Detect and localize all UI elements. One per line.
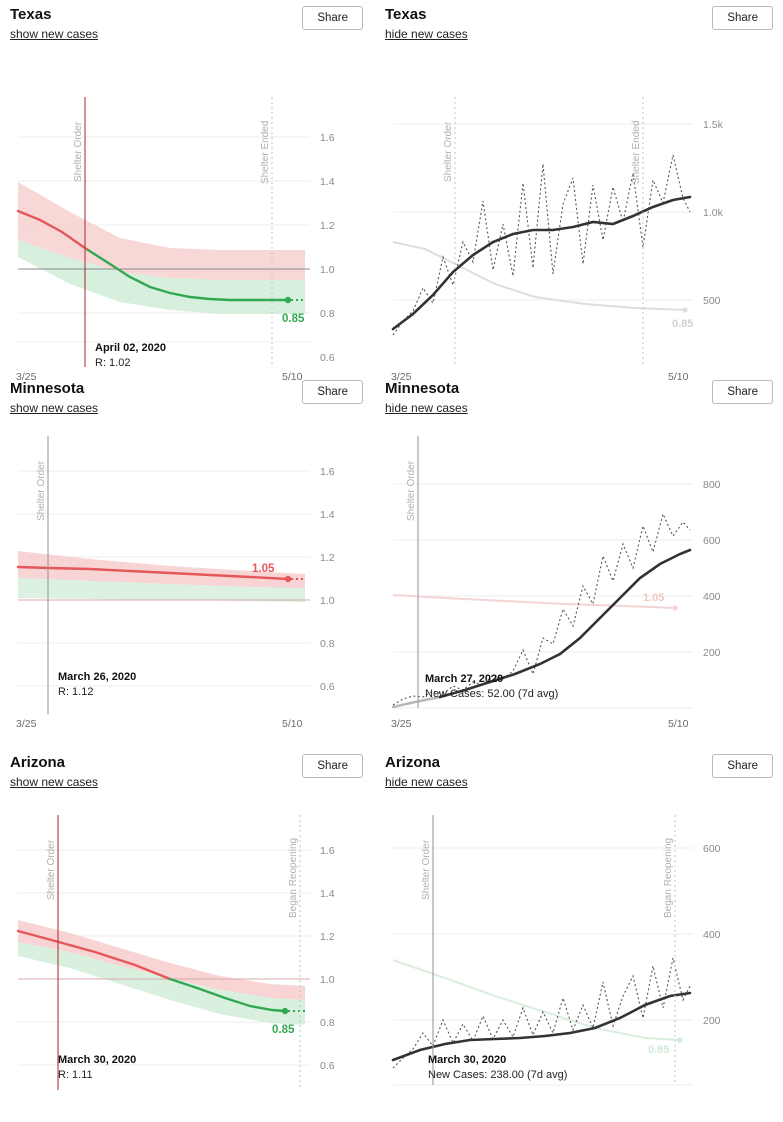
y-tick: 1.2 [320, 220, 335, 232]
toggle-new-cases-link[interactable]: show new cases [10, 775, 99, 789]
y-tick: 1.0 [320, 974, 335, 986]
page-title: Texas [10, 6, 52, 23]
ghost-rt-value: 0.85 [672, 318, 694, 330]
y-tick: 0.8 [320, 638, 335, 650]
page-title: Minnesota [385, 380, 460, 397]
current-rt-value: 1.05 [252, 563, 275, 575]
share-button[interactable]: Share [712, 380, 773, 404]
ghost-rt-line [393, 595, 675, 608]
y-tick: 1.2 [320, 552, 335, 564]
chart-arizona-rt[interactable] [10, 800, 363, 1090]
page-title: Minnesota [10, 380, 85, 397]
panel-texas-cases [373, 0, 783, 383]
annotation-value: New Cases: 52.00 (7d avg) [425, 688, 559, 700]
x-tick-end: 5/10 [668, 371, 689, 383]
annotation-date: April 02, 2020 [95, 342, 166, 354]
y-tick: 0.8 [320, 1017, 335, 1029]
y-tick: 1.0 [320, 595, 335, 607]
y-tick: 400 [703, 929, 721, 941]
y-tick: 1.0 [320, 264, 335, 276]
ghost-rt-line [393, 960, 680, 1040]
ghost-rt-value: 0.85 [648, 1044, 670, 1056]
y-tick: 1.2 [320, 931, 335, 943]
page-title: Arizona [10, 754, 66, 771]
annotation-date: March 26, 2020 [58, 671, 137, 683]
x-axis [10, 714, 363, 736]
current-rt-value: 0.85 [272, 1024, 295, 1036]
rt-endpoint-marker [285, 576, 291, 582]
chart-texas-cases[interactable] [385, 52, 773, 389]
panel-header [10, 6, 363, 52]
y-tick: 600 [703, 843, 721, 855]
panel-arizona-rt [0, 748, 373, 1122]
page-title: Texas [385, 6, 427, 23]
chart-texas-rt[interactable] [10, 52, 363, 389]
shelter-order-label: Shelter Order [443, 121, 454, 182]
shelter-order-label: Shelter Order [46, 839, 57, 900]
y-tick: 0.8 [320, 308, 335, 320]
chart-minnesota-cases[interactable] [385, 426, 773, 736]
x-tick-start: 3/25 [391, 371, 412, 383]
toggle-new-cases-link[interactable]: hide new cases [385, 775, 468, 789]
y-tick: 1.5k [703, 119, 723, 131]
page-title: Arizona [385, 754, 441, 771]
shelter-ended-label: Shelter Ended [631, 120, 642, 184]
current-rt-value: 0.85 [282, 313, 305, 325]
y-tick: 1.4 [320, 176, 335, 188]
y-tick: 800 [703, 479, 721, 491]
y-tick: 0.6 [320, 681, 335, 693]
y-tick: 600 [703, 535, 721, 547]
rt-endpoint-marker [282, 1008, 288, 1014]
panel-header [10, 754, 363, 800]
toggle-new-cases-link[interactable]: hide new cases [385, 401, 468, 415]
panel-header [385, 754, 773, 800]
x-tick-start: 3/25 [16, 718, 37, 730]
y-tick: 400 [703, 591, 721, 603]
y-tick: 500 [703, 295, 721, 307]
y-tick: 200 [703, 1015, 721, 1027]
y-tick: 200 [703, 647, 721, 659]
annotation-date: March 30, 2020 [428, 1054, 507, 1066]
chart-arizona-cases[interactable] [385, 800, 773, 1090]
y-tick: 1.6 [320, 466, 335, 478]
panel-minnesota-cases [373, 374, 783, 748]
shelter-order-label: Shelter Order [36, 460, 47, 521]
toggle-new-cases-link[interactable]: show new cases [10, 27, 99, 41]
annotation-value: New Cases: 238.00 (7d avg) [428, 1069, 568, 1081]
panel-header [385, 380, 773, 426]
y-tick: 1.4 [320, 509, 335, 521]
x-tick-end: 5/10 [282, 371, 303, 383]
ghost-rt-marker [672, 605, 677, 610]
ghost-rt-marker [682, 307, 687, 312]
x-tick-end: 5/10 [668, 718, 689, 730]
shelter-order-label: Shelter Order [73, 121, 84, 182]
shelter-order-label: Shelter Order [406, 460, 417, 521]
panel-header [10, 380, 363, 426]
share-button[interactable]: Share [712, 6, 773, 30]
x-tick-end: 5/10 [282, 718, 303, 730]
chart-minnesota-rt[interactable] [10, 426, 363, 736]
annotation-date: March 30, 2020 [58, 1054, 137, 1066]
share-button[interactable]: Share [712, 754, 773, 778]
share-button[interactable]: Share [302, 6, 363, 30]
gridlines [393, 124, 693, 367]
began-reopening-label: Began Reopening [663, 837, 674, 918]
y-tick: 1.6 [320, 132, 335, 144]
x-tick-start: 3/25 [16, 371, 37, 383]
annotation-value: R: 1.11 [58, 1069, 93, 1081]
y-tick: 1.4 [320, 888, 335, 900]
y-tick: 0.6 [320, 352, 335, 364]
toggle-new-cases-link[interactable]: show new cases [10, 401, 99, 415]
ghost-rt-marker [677, 1037, 682, 1042]
x-axis [385, 714, 775, 736]
y-tick: 1.0k [703, 207, 723, 219]
shelter-order-label: Shelter Order [421, 839, 432, 900]
y-tick: 0.6 [320, 1060, 335, 1072]
panel-texas-rt [0, 0, 373, 383]
annotation-date: March 27, 2020 [425, 673, 504, 685]
annotation-value: R: 1.02 [95, 357, 131, 367]
share-button[interactable]: Share [302, 380, 363, 404]
share-button[interactable]: Share [302, 754, 363, 778]
y-tick: 1.6 [320, 845, 335, 857]
toggle-new-cases-link[interactable]: hide new cases [385, 27, 468, 41]
panel-arizona-cases [373, 748, 783, 1122]
panel-header [385, 6, 773, 52]
panel-minnesota-rt [0, 374, 373, 748]
ghost-rt-value: 1.05 [643, 592, 665, 604]
x-tick-start: 3/25 [391, 718, 412, 730]
annotation-value: R: 1.12 [58, 686, 94, 698]
rt-endpoint-marker [285, 297, 291, 303]
shelter-ended-label: Shelter Ended [260, 120, 271, 184]
began-reopening-label: Began Reopening [288, 837, 299, 918]
